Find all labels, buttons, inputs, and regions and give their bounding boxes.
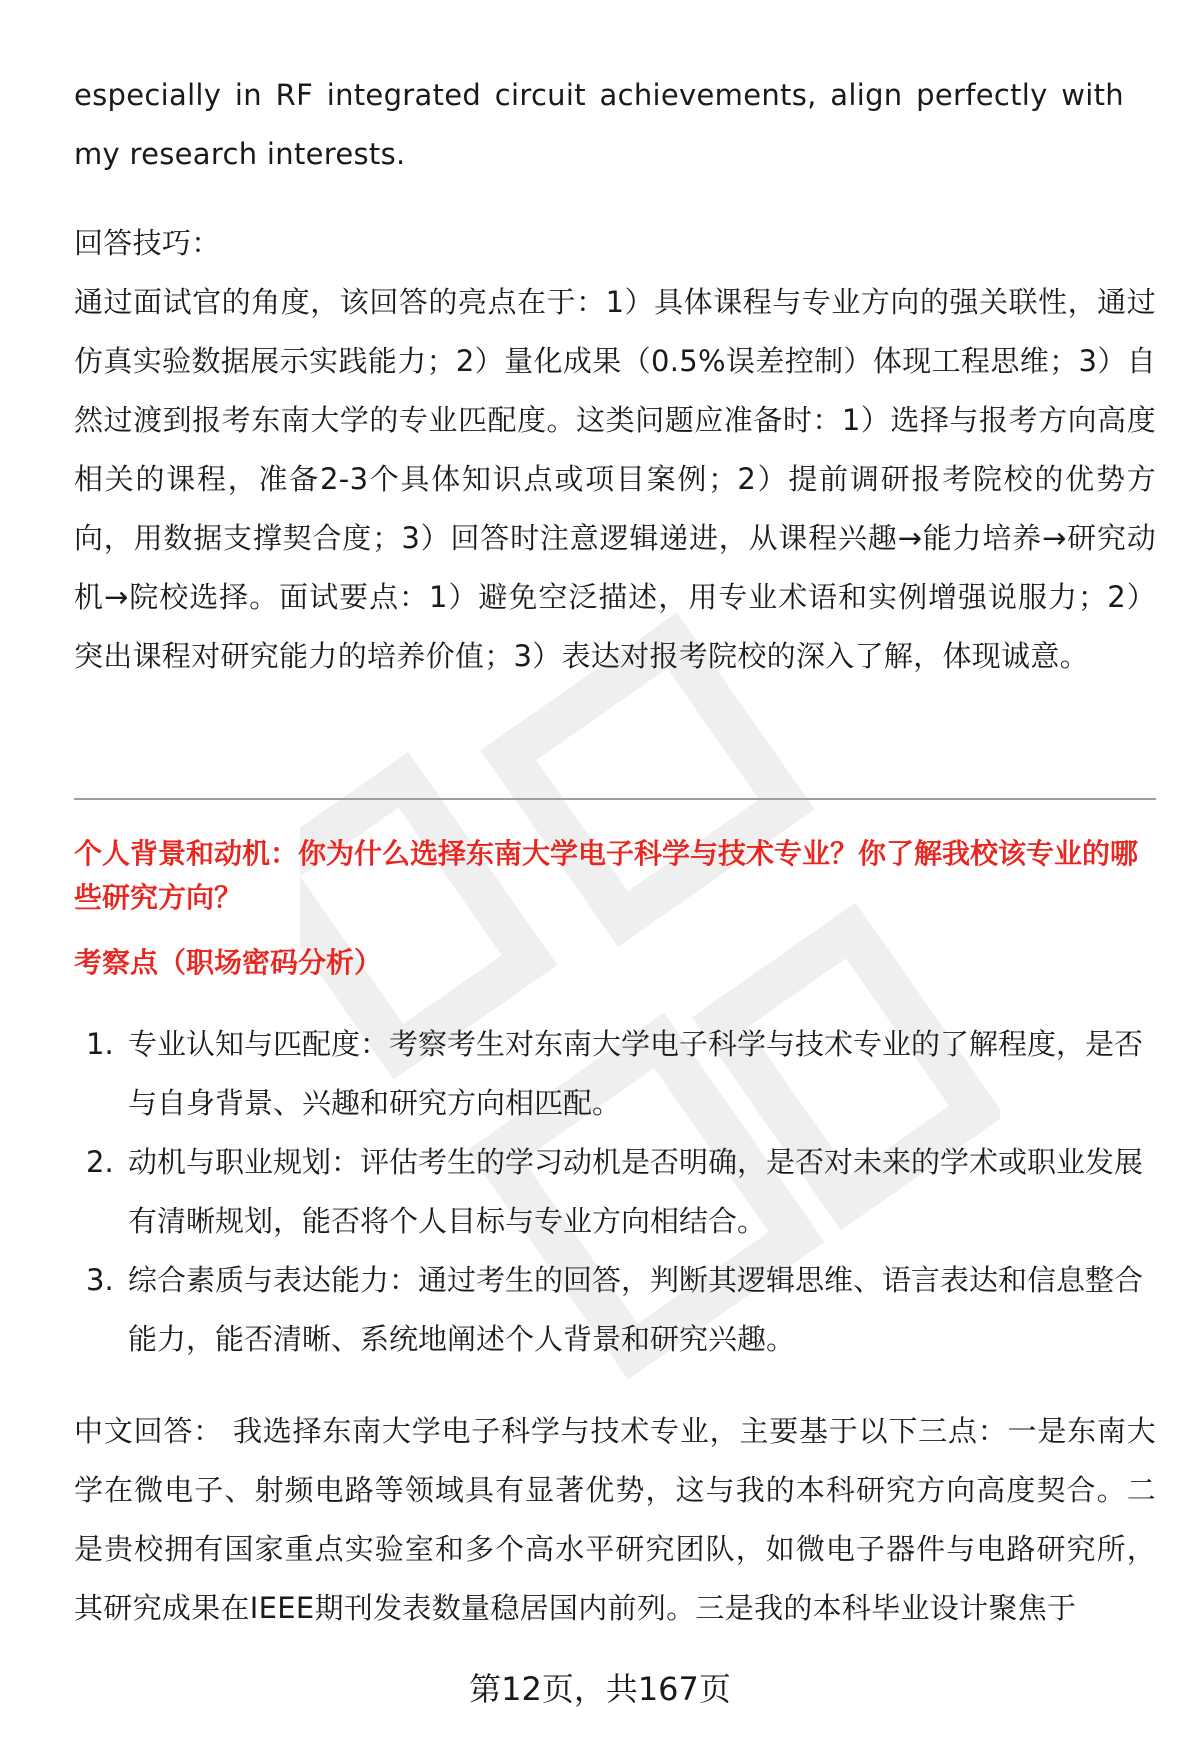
list-item-number: 1. — [86, 1027, 114, 1061]
question-title: 个人背景和动机：你为什么选择东南大学电子科学与技术专业？你了解我校该专业的哪些研究方向？ — [74, 837, 1139, 914]
list-item-number: 3. — [86, 1263, 114, 1297]
focus-points-list — [74, 1015, 1156, 1369]
list-item-text: 动机与职业规划：评估考生的学习动机是否明确，是否对未来的学术或职业发展有清晰规划，能否将个人目标与专业方向相结合。 — [128, 1145, 1144, 1238]
list-item — [74, 1015, 1156, 1133]
intro-paragraph: especially in RF integrated circuit achievements, align perfectly with my research interests. — [74, 78, 1124, 171]
list-item-text: 综合素质与表达能力：通过考生的回答，判断其逻辑思维、语言表达和信息整合能力，能否清晰、系统地阐述个人背景和研究兴趣。 — [128, 1263, 1144, 1356]
page-number: 第12页，共167页 — [469, 1670, 731, 1708]
list-item-number: 2. — [86, 1145, 114, 1179]
tips-label: 回答技巧： — [74, 226, 221, 260]
chinese-answer-paragraph: 中文回答： 我选择东南大学电子科学与技术专业，主要基于以下三点：一是东南大学在微电子、射频电路等领域具有显著优势，这与我的本科研究方向高度契合。二是贵校拥有国家重点实验室和多个高水平研究团队，如微电子器件与电路研究所，其研究成果在IEEE期刊发表数量稳居国内前列。三是我的本科毕业设计聚焦于 — [74, 1414, 1156, 1625]
focus-title: 考察点（职场密码分析） — [74, 946, 383, 979]
list-item-text: 专业认知与匹配度：考察考生对东南大学电子科学与技术专业的了解程度，是否与自身背景、兴趣和研究方向相匹配。 — [128, 1027, 1144, 1120]
tips-body: 通过面试官的角度，该回答的亮点在于：1）具体课程与专业方向的强关联性，通过仿真实验数据展示实践能力；2）量化成果（0.5%误差控制）体现工程思维；3）自然过渡到报考东南大学的专业匹配度。这类问题应准备时：1）选择与报考方向高度相关的课程，准备2-3个具体知识点或项目案例；2）提前调研报考院校的优势方向，用数据支撑契合度；3）回答时注意逻辑递进，从课程兴趣→能力培养→研究动机→院校选择。面试要点：1）避免空泛描述，用专业术语和实例增强说服力；2）突出课程对研究能力的培养价值；3）表达对报考院校的深入了解，体现诚意。 — [74, 285, 1156, 673]
list-item — [74, 1251, 1156, 1369]
list-item — [74, 1133, 1156, 1251]
section-divider — [74, 798, 1156, 800]
